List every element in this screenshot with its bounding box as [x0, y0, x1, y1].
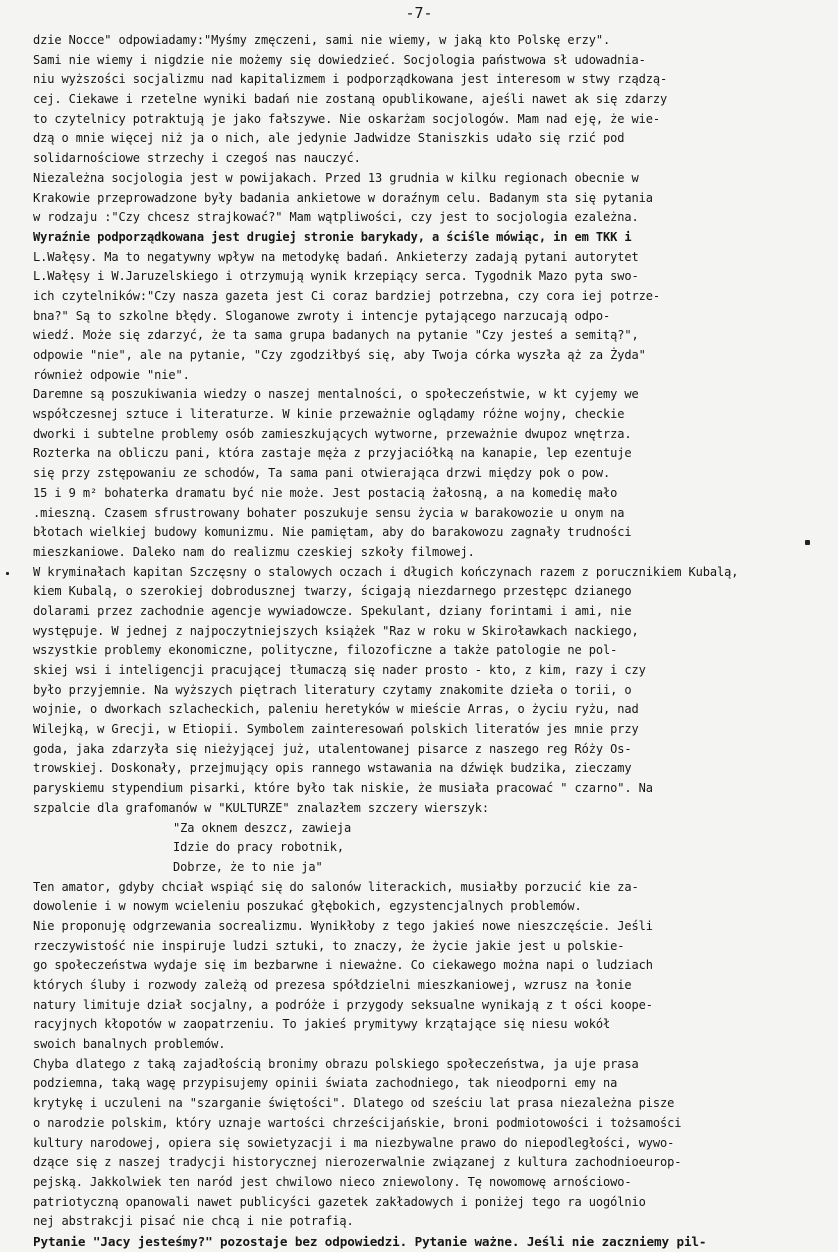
text-line: których śluby i rozwody zależą od prezesa spółdzielni mieszkaniowej, wzrusz na łonie [33, 978, 632, 992]
text-line: Niezależna socjologia jest w powijakach. Przed 13 grudnia w kilku regionach obecnie w [33, 170, 639, 185]
text-line: występuje. W jednej z najpoczytniejszych książek "Raz w roku w Skiroławkach nackiego, [33, 623, 639, 638]
text-line: również odpowie "nie". [33, 367, 190, 382]
text-line: mieszkaniowe. Daleko nam do realizmu czeskiej szkoły filmowej. [33, 544, 475, 559]
text-line: kiem Kubalą, o szerokiej dobrodusznej twarzy, ścigają niezdarnego przestępc dzianego [33, 584, 632, 599]
text-line: Idzie do pracy robotnik, [173, 840, 344, 855]
text-line: ich czytelników:"Czy nasza gazeta jest Ci coraz bardziej potrzebna, czy cora iej potrze- [33, 288, 660, 303]
ink-speck [6, 572, 9, 575]
text-line: o narodzie polskim, który uznaje wartości chrześcijańskie, broni podmiotowości i tożsamości [33, 1115, 682, 1130]
text-line: solidarnościowe strzechy i czegoś nas nauczyć. [33, 151, 361, 166]
text-line: racyjnych kłopotów w zaopatrzeniu. To jakieś prymitywy krzątające się niesu wokół [33, 1017, 611, 1032]
text-line: Rozterka na obliczu pani, która zastaje męża z przyjaciółką na kanapie, lep ezentuje [33, 446, 632, 461]
text-line: Pytanie "Jacy jesteśmy?" pozostaje bez odpowiedzi. Pytanie ważne. Jeśli nie zaczniemy pil- [33, 1233, 707, 1249]
text-line: Wilejką, w Grecji, w Etiopii. Symbolem zainteresowań polskich literatów jes mnie przy [33, 722, 639, 737]
text-line: Nie proponuję odgrzewania socrealizmu. Wynikłoby z tego jakieś nowe nieszczęście. Jeśli [33, 918, 653, 933]
text-line: kultury narodowej, opiera się sowietyzacji i ma niezbywalne prawo do niepodległości, wywo- [33, 1135, 675, 1150]
text-line: nej abstrakcji pisać nie chcą i nie potrafią. [33, 1214, 354, 1229]
text-line: Ten amator, gdyby chciał wspiąć się do salonów literackich, musiałby porzucić kie za- [33, 879, 639, 894]
ink-speck [805, 540, 810, 545]
text-line: wojnie, o dworkach szlacheckich, paleniu heretyków w mieście Arras, o życiu ryżu, nad [33, 702, 639, 717]
text-line: odpowie "nie", ale na pytanie, "Czy zgodziłbyś się, aby Twoja córka wyszła ąż za Żyda" [33, 348, 646, 362]
text-line: goda, jaka zdarzyła się nieżyjącej już, utalentowanej pisarce z naszego reg Róży Os- [33, 741, 632, 756]
text-line: paryskiemu stypendium pisarki, które było tak niskie, że musiała pracować " czarno". Na [33, 781, 653, 796]
text-line: Dobrze, że to nie ja" [173, 859, 323, 874]
text-line: pejską. Jakkolwiek ten naród jest chwilowo nieco zniewolony. Tę nowomowę arnościowo- [33, 1174, 632, 1189]
text-line: rzeczywistość nie inspiruje ludzi sztuki, to znaczy, że życie jakie jest u polskie- [33, 938, 625, 953]
text-line: bna?" Są to szkolne błędy. Sloganowe zwroty i intencje pytającego narzucają odpo- [33, 308, 611, 323]
text-line: wiedź. Może się zdarzyć, że ta sama grupa badanych na pytanie "Czy jesteś a semitą?", [33, 328, 639, 343]
text-line: podziemna, taką wagę przypisujemy opinii świata zachodniego, tak nieodporni emy na [33, 1076, 618, 1091]
text-line: go społeczeństwa wydaje się im bezbarwne i nieważne. Co ciekawego można napi o ludziach [33, 958, 653, 973]
text-line: "Za oknem deszcz, zawieja [173, 820, 352, 835]
text-line: Daremne są poszukiwania wiedzy o naszej mentalności, o społeczeństwie, w kt cyjemy we [33, 387, 639, 402]
text-line: krytykę i uczuleni na "szarganie świętości". Dlatego od sześciu lat prasa niezależna pisze [33, 1096, 675, 1111]
text-line: dzące się z naszej tradycji historycznej nierozerwalnie związanej z kultura zachodnioeurop- [33, 1155, 682, 1170]
text-line: W kryminałach kapitan Szczęsny o stalowych oczach i długich kończynach razem z porucznikiem Kubalą, [33, 564, 739, 579]
text-line: dzą o mnie więcej niż ja o nich, ale jedynie Jadwidze Staniszkis udało się rzić pod [33, 131, 625, 146]
text-line: współczesnej sztuce i literaturze. W kinie przeważnie oglądamy różne wojny, checkie [33, 407, 625, 422]
text-line: szpalcie dla grafomanów w "KULTURZE" znalazłem szczery wierszyk: [33, 800, 489, 815]
text-line: .mieszną. Czasem sfrustrowany bohater poszukuje sensu życia w barakowozie u onym na [33, 505, 625, 520]
text-line: cej. Ciekawe i rzetelne wyniki badań nie zostaną opublikowane, ajeśli nawet ak się zdarzy [33, 92, 668, 107]
text-line: błotach wielkiej budowy komunizmu. Nie pamiętam, aby do barakowozu zagnały trudności [33, 525, 632, 540]
text-line: trowskiej. Doskonały, przejmujący opis rannego wstawania na dźwięk budzika, zieczamy [33, 761, 632, 776]
text-line: dworki i subtelne problemy osób zamieszkujących wytworne, przeważnie dwupoz wnętrza. [33, 426, 632, 441]
text-line: wszystkie problemy ekonomiczne, polityczne, filozoficzne a także patologie ne pol- [33, 643, 618, 658]
document-body [33, 31, 825, 1252]
text-line: L.Wałęsy. Ma to negatywny wpływ na metodykę badań. Ankieterzy zadają pytani autorytet [33, 249, 639, 264]
page-number: -7- [405, 4, 433, 22]
text-line: swoich banalnych problemów. [33, 1037, 226, 1052]
text-line: to czytelnicy potraktują je jako fałszywe. Nie oskarżam socjologów. Mam nad eję, że wie- [33, 111, 660, 126]
text-line: Sami nie wiemy i nigdzie nie możemy się dowiedzieć. Socjologia państwowa sł udowadnia- [33, 52, 646, 67]
text-line: dolarami przez zachodnie agencje wywiadowcze. Spekulant, dziany forintami i ami, nie [33, 603, 632, 618]
text-line: niu wyższości socjalizmu nad kapitalizmem i podporządkowana jest interesom w stwy rządzą- [33, 72, 668, 87]
text-line: dzie Nocce" odpowiadamy:"Myśmy zmęczeni, sami nie wiemy, w jaką kto Polskę erzy". [33, 33, 611, 47]
text-line: się przy zstępowaniu ze schodów, Ta sama pani otwierająca drzwi między pok o pow. [33, 466, 611, 481]
text-line: 15 i 9 m² bohaterka dramatu być nie może. Jest postacią żałosną, a na komedię mało [33, 485, 618, 500]
text-line: L.Wałęsy i W.Jaruzelskiego i otrzymują wynik krzepiący serca. Tygodnik Mazo pyta swo- [33, 269, 639, 284]
text-line: dowolenie i w nowym wcieleniu poszukać głębokich, egzystencjalnych problemów. [33, 899, 582, 914]
text-line: Chyba dlatego z taką zajadłością bronimy obrazu polskiego społeczeństwa, ja uje prasa [33, 1056, 639, 1071]
text-line: skiej wsi i inteligencji pracującej tłumaczą się nader prosto - kto, z kim, razy i czy [33, 663, 646, 677]
text-line: w rodzaju :"Czy chcesz strajkować?" Mam wątpliwości, czy jest to socjologia ezależna. [33, 210, 639, 225]
text-line: natury limituje dział socjalny, a podróże i przygody seksualne wynikają z t ości koope- [33, 997, 653, 1012]
text-line: patriotyczną opanowali nawet publicyści gazetek zakładowych i poniżej tego ra uogólnio [33, 1194, 646, 1209]
text-line: Krakowie przeprowadzone były badania ankietowe w doraźnym celu. Badanym sta się pytania [33, 190, 653, 205]
text-line: było przyjemnie. Na wyższych piętrach literatury czytamy znakomite dzieła o torii, o [33, 682, 632, 697]
text-line: Wyraźnie podporządkowana jest drugiej stronie barykady, a ściśle mówiąc, in em TKK i [33, 229, 632, 244]
